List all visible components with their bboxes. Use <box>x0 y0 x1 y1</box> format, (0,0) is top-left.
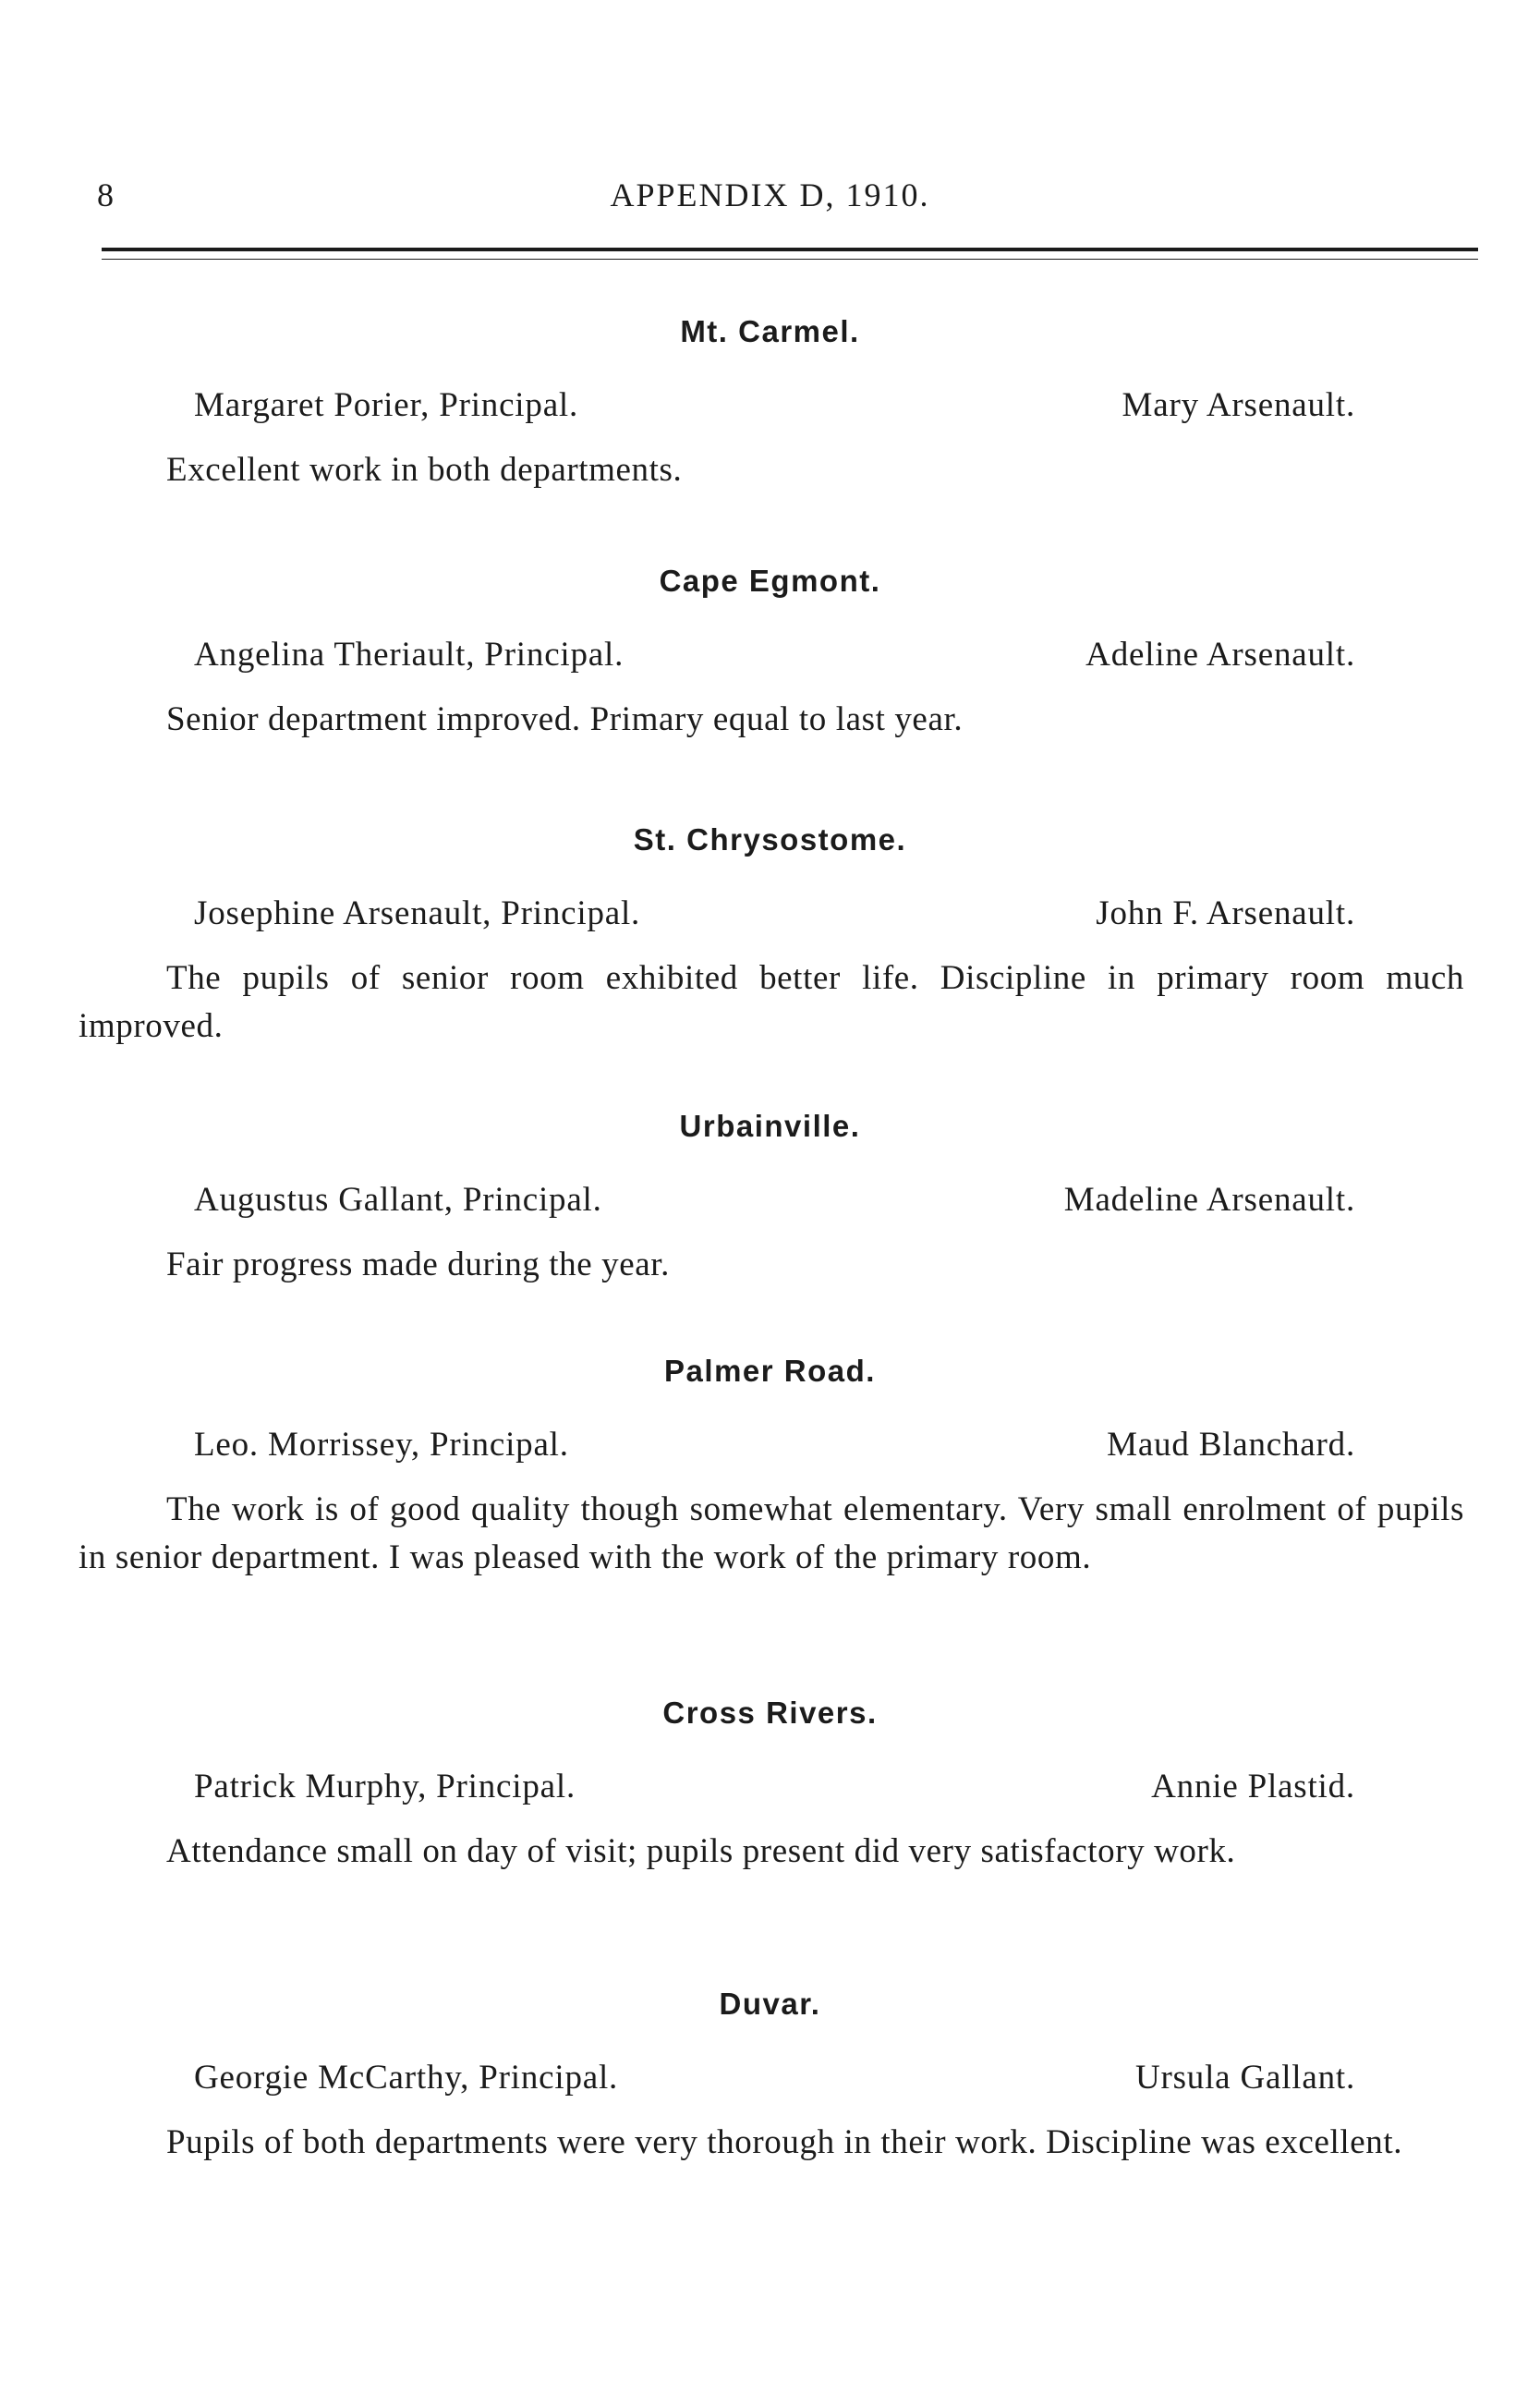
school-name: St. Chrysostome. <box>633 822 907 857</box>
school-name: Mt. Carmel. <box>680 314 860 348</box>
assistant-name: Mary Arsenault. <box>1122 386 1355 424</box>
principal-name: Augustus Gallant, Principal. <box>194 1181 602 1219</box>
assistant-name: Ursula Gallant. <box>1134 2059 1355 2097</box>
principal-name: Josephine Arsenault, Principal. <box>194 894 641 932</box>
school-remark: The work is of good quality though somewhat elementary. Very small enrolment of pupils in senior department. I was pleased with the work of the primary room. <box>79 1490 1464 1576</box>
page-number: 8 <box>97 176 114 213</box>
header-rule-thin <box>102 259 1478 260</box>
header-rule-thick <box>102 248 1478 251</box>
running-head <box>0 176 1540 222</box>
principal-name: Angelina Theriault, Principal. <box>194 636 624 674</box>
principal-name: Margaret Porier, Principal. <box>194 386 579 424</box>
school-name: Palmer Road. <box>664 1354 876 1388</box>
assistant-name: Maud Blanchard. <box>1107 1426 1355 1464</box>
principal-name: Patrick Murphy, Principal. <box>194 1768 576 1805</box>
school-remark: Attendance small on day of visit; pupils present did very satisfactory work. <box>166 1832 1236 1870</box>
school-name: Cross Rivers. <box>662 1696 878 1730</box>
school-remark: Excellent work in both departments. <box>166 451 683 489</box>
school-remark: Senior department improved. Primary equal to last year. <box>166 700 964 738</box>
principal-name: Leo. Morrissey, Principal. <box>194 1426 569 1464</box>
school-remark: The pupils of senior room exhibited better life. Discipline in primary room much improved. <box>79 959 1464 1045</box>
school-remark: Fair progress made during the year. <box>166 1246 671 1283</box>
running-title: APPENDIX D, 1910. <box>610 176 930 213</box>
school-name: Urbainville. <box>679 1109 861 1143</box>
assistant-name: Madeline Arsenault. <box>1063 1181 1355 1219</box>
school-name: Duvar. <box>719 1987 821 2021</box>
school-name: Cape Egmont. <box>659 564 881 598</box>
assistant-name: Annie Plastid. <box>1151 1768 1355 1805</box>
assistant-name: Adeline Arsenault. <box>1085 636 1355 674</box>
assistant-name: John F. Arsenault. <box>1096 894 1355 932</box>
school-remark: Pupils of both departments were very thorough in their work. Discipline was excellent. <box>166 2123 1403 2161</box>
principal-name: Georgie McCarthy, Principal. <box>194 2059 619 2097</box>
